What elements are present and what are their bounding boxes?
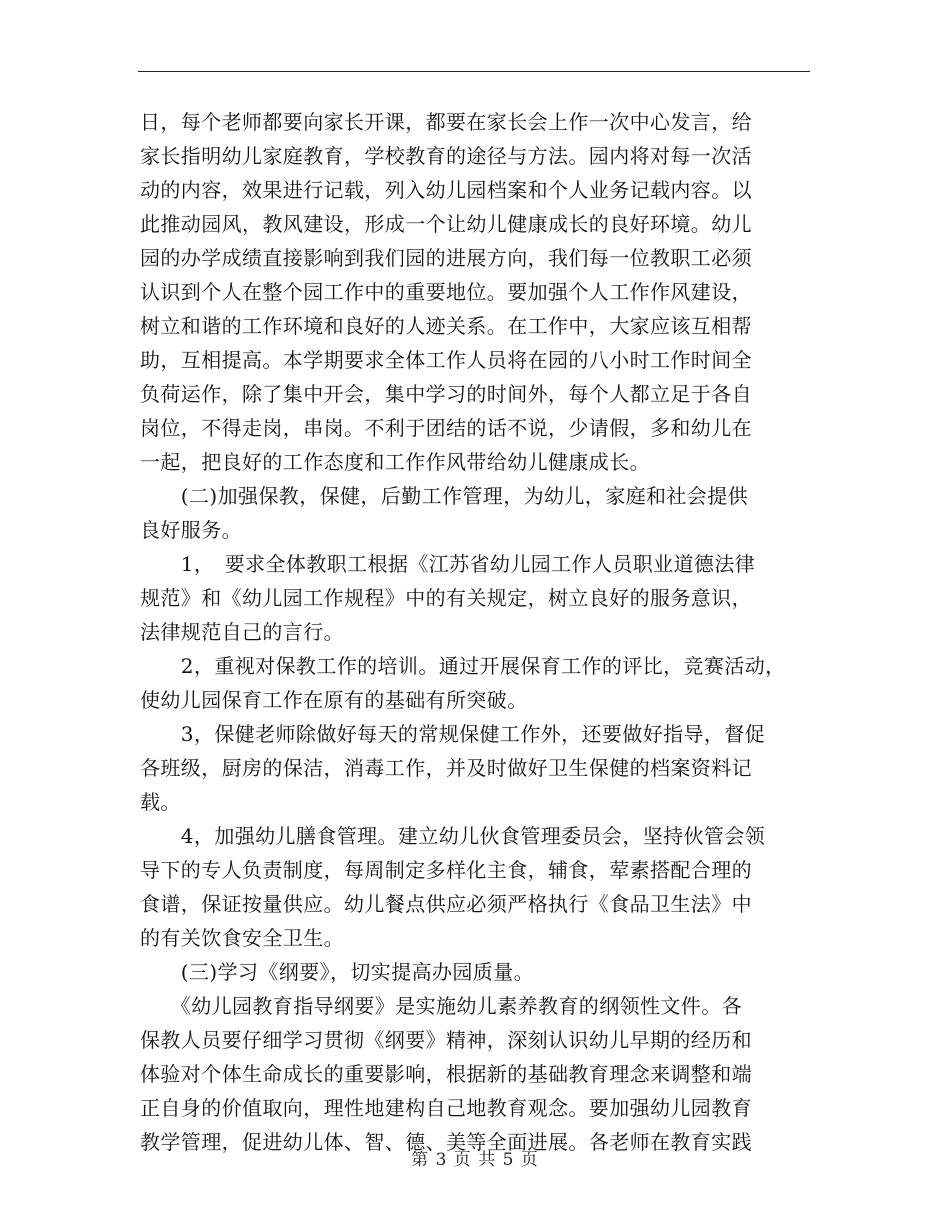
text-line: 规范》和《幼儿园工作规程》中的有关规定，树立良好的服务意识， [140,586,752,610]
text-line: 体验对个体生命成长的重要影响，根据新的基础教育理念来调整和端 [140,1062,752,1086]
text-line: 园的办学成绩直接影响到我们园的进展方向，我们每一位教职工必须 [140,246,752,270]
list-item-line: 3，保健老师除做好每天的常规保健工作外，还要做好指导，督促 [140,722,766,746]
text-line: 树立和谐的工作环境和良好的人迹关系。在工作中，大家应该互相帮 [140,314,752,338]
text-line: 教学管理，促进幼儿体、智、德、美等全面进展。各老师在教育实践 [140,1130,752,1154]
text-line: 岗位，不得走岗，串岗。不利于团结的话不说，少请假，多和幼儿在 [140,416,752,440]
text-line: 负荷运作，除了集中开会，集中学习的时间外，每个人都立足于各自 [140,382,752,406]
text-line: 保教人员要仔细学习贯彻《纲要》精神，深刻认识幼儿早期的经历和 [140,1028,752,1052]
section-heading-line: (二)加强保教，保健，后勤工作管理，为幼儿，家庭和社会提供 [140,484,749,508]
page-number-footer: 第 3 页 共 5 页 [411,1150,539,1170]
text-line: 助，互相提高。本学期要求全体工作人员将在园的八小时工作时间全 [140,348,752,372]
text-line: 载。 [140,790,181,814]
document-body [140,105,820,1159]
text-line: 使幼儿园保育工作在原有的基础有所突破。 [140,688,528,712]
text-line: 法律规范自己的言行。 [140,620,344,644]
text-line: 一起，把良好的工作态度和工作作风带给幼儿健康成长。 [140,450,650,474]
text-line: 导下的专人负责制度，每周制定多样化主食，辅食，荤素搭配合理的 [140,858,752,882]
text-line: 动的内容，效果进行记载，列入幼儿园档案和个人业务记载内容。以 [140,178,752,202]
text-line: 此推动园风，教风建设，形成一个让幼儿健康成长的良好环境。幼儿 [140,212,752,236]
text-line: 日，每个老师都要向家长开课，都要在家长会上作一次中心发言，给 [140,110,752,134]
text-line: 的有关饮食安全卫生。 [140,926,344,950]
text-line: 认识到个人在整个园工作中的重要地位。要加强个人工作作风建设， [140,280,752,304]
list-item-line: 2，重视对保教工作的培训。通过开展保育工作的评比，竞赛活动， [140,654,786,678]
section-heading-line: (三)学习《纲要》，切实提高办园质量。 [140,960,535,984]
text-line: 正自身的价值取向，理性地建构自己地教育观念。要加强幼儿园教育 [140,1096,752,1120]
list-item-line: 1， 要求全体教职工根据《江苏省幼儿园工作人员职业道德法律 [140,552,756,576]
header-rule [138,71,810,72]
text-line: 《幼儿园教育指导纲要》是实施幼儿素养教育的纲领性文件。各 [140,994,742,1018]
text-line: 家长指明幼儿家庭教育，学校教育的途径与方法。园内将对每一次活 [140,144,752,168]
text-line: 各班级，厨房的保洁，消毒工作，并及时做好卫生保健的档案资料记 [140,756,752,780]
text-line: 良好服务。 [140,518,242,542]
list-item-line: 4，加强幼儿膳食管理。建立幼儿伙食管理委员会，坚持伙管会领 [140,824,766,848]
text-line: 食谱，保证按量供应。幼儿餐点供应必须严格执行《食品卫生法》中 [140,892,752,916]
